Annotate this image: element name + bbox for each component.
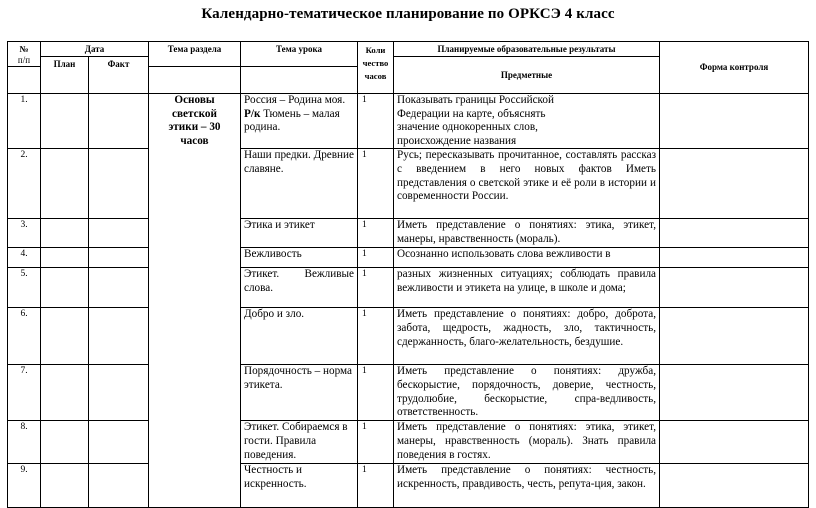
row-date-plan (41, 421, 89, 464)
row-number: 5. (8, 268, 41, 308)
header-planned-results: Планируемые образовательные результаты (394, 42, 660, 57)
row-control-form (660, 421, 809, 464)
lesson-topic-text: Россия – Родина моя. (244, 94, 346, 106)
row-date-plan (41, 248, 89, 268)
row-subject-results: Иметь представление о понятиях: честность, искренность, правдивость, честь, репута-ция, закон. (394, 464, 660, 508)
row-subject-results: Иметь представление о понятиях: дружба, бескорыстие, порядочность, доверие, честность, трудолюбие, бескорыстие, спра-ведливость, ответственность. (394, 365, 660, 421)
row-date-fact (89, 94, 149, 149)
header-date-plan: План (41, 57, 89, 94)
header-lesson-topic: Тема урока (241, 42, 358, 67)
row-hours: 1 (358, 219, 394, 248)
section-topic (149, 94, 241, 508)
planning-table (7, 41, 809, 508)
row-number: 6. (8, 308, 41, 365)
row-lesson-topic: Этика и этикет (241, 219, 358, 248)
row-control-form (660, 94, 809, 149)
row-number: 1. (8, 94, 41, 149)
row-control-form (660, 248, 809, 268)
row-subject-results: Иметь представление о понятиях: этика, этикет, манеры, нравственность (мораль). Знать правила поведения в гостях. (394, 421, 660, 464)
header-hours: Коли чество часов (358, 42, 394, 94)
row-date-fact (89, 421, 149, 464)
row-number: 8. (8, 421, 41, 464)
table-row (8, 464, 809, 508)
header-date: Дата (41, 42, 149, 57)
header-num-symbol: № (19, 44, 29, 54)
row-hours: 1 (358, 149, 394, 219)
header-num-spacer (8, 67, 41, 94)
row-hours: 1 (358, 268, 394, 308)
row-lesson-topic: Добро и зло. (241, 308, 358, 365)
row-control-form (660, 219, 809, 248)
row-date-plan (41, 268, 89, 308)
row-date-fact (89, 268, 149, 308)
regional-component-label: Р/к (244, 107, 261, 120)
row-control-form (660, 268, 809, 308)
row-subject-results: Осознанно использовать слова вежливости в (394, 248, 660, 268)
row-date-fact (89, 308, 149, 365)
row-control-form (660, 149, 809, 219)
row-date-plan (41, 464, 89, 508)
row-hours: 1 (358, 248, 394, 268)
table-row (8, 421, 809, 464)
row-subject-results: Иметь представление о понятиях: этика, этикет, манеры, нравственность (мораль). (394, 219, 660, 248)
row-hours: 1 (358, 421, 394, 464)
header-date-fact: Факт (89, 57, 149, 94)
row-date-fact (89, 219, 149, 248)
document-title: Календарно-тематическое планирование по ОРКСЭ 4 класс (201, 6, 615, 22)
row-date-plan (41, 94, 89, 149)
row-date-fact (89, 464, 149, 508)
table-row (8, 248, 809, 268)
row-date-plan (41, 219, 89, 248)
row-number: 2. (8, 149, 41, 219)
header-num-label: п/п (17, 55, 31, 65)
row-number: 7. (8, 365, 41, 421)
row-lesson-topic: Честность и искренность. (241, 464, 358, 508)
header-num (8, 42, 41, 67)
header-section-topic: Тема раздела (149, 42, 241, 67)
row-control-form (660, 365, 809, 421)
row-date-fact (89, 365, 149, 421)
row-date-fact (89, 248, 149, 268)
row-hours: 1 (358, 464, 394, 508)
section-topic-label: Основы светской этики – 30 часов (168, 94, 221, 147)
row-hours: 1 (358, 94, 394, 149)
row-subject-results: Иметь представление о понятиях: добро, доброта, забота, щедрость, жадность, зло, тактичность, сдержанность, благо-желательность, бездушие. (394, 308, 660, 365)
row-date-plan (41, 308, 89, 365)
table-row (8, 149, 809, 219)
row-lesson-topic: Этикет. Собираемся в гости. Правила поведения. (241, 421, 358, 464)
header-control-form: Форма контроля (660, 42, 809, 94)
row-lesson-topic: Порядочность – норма этикета. (241, 365, 358, 421)
row-control-form (660, 464, 809, 508)
row-lesson-topic: Наши предки. Древние славяне. (241, 149, 358, 219)
row-lesson-topic (241, 94, 358, 149)
header-section-spacer (149, 67, 241, 94)
table-row (8, 94, 809, 149)
row-hours: 1 (358, 308, 394, 365)
row-date-fact (89, 149, 149, 219)
lesson-topic-text-2: Тюмень – малая родина. (244, 107, 340, 134)
row-lesson-topic: Этикет. Вежливые слова. (241, 268, 358, 308)
row-date-plan (41, 149, 89, 219)
row-number: 4. (8, 248, 41, 268)
row-hours: 1 (358, 365, 394, 421)
table-row (8, 219, 809, 248)
row-control-form (660, 308, 809, 365)
header-lesson-spacer (241, 67, 358, 94)
table-row (8, 268, 809, 308)
header-subject-results: Предметные (394, 57, 660, 94)
row-subject-results: разных жизненных ситуациях; соблюдать правила вежливости и этикета на улице, в школе и дома; (394, 268, 660, 308)
row-lesson-topic: Вежливость (241, 248, 358, 268)
table-row (8, 365, 809, 421)
row-date-plan (41, 365, 89, 421)
header-row (8, 42, 809, 57)
row-number: 9. (8, 464, 41, 508)
row-subject-results: Показывать границы Российской Федерации на карте, объяснять значение однокоренных слов, происхождение названия (394, 94, 660, 149)
table-row (8, 308, 809, 365)
row-number: 3. (8, 219, 41, 248)
row-subject-results: Русь; пересказывать прочитанное, составлять рассказ с введением в него новых фактов Иметь представления о светской этике и её роли в истории и современности России. (394, 149, 660, 219)
